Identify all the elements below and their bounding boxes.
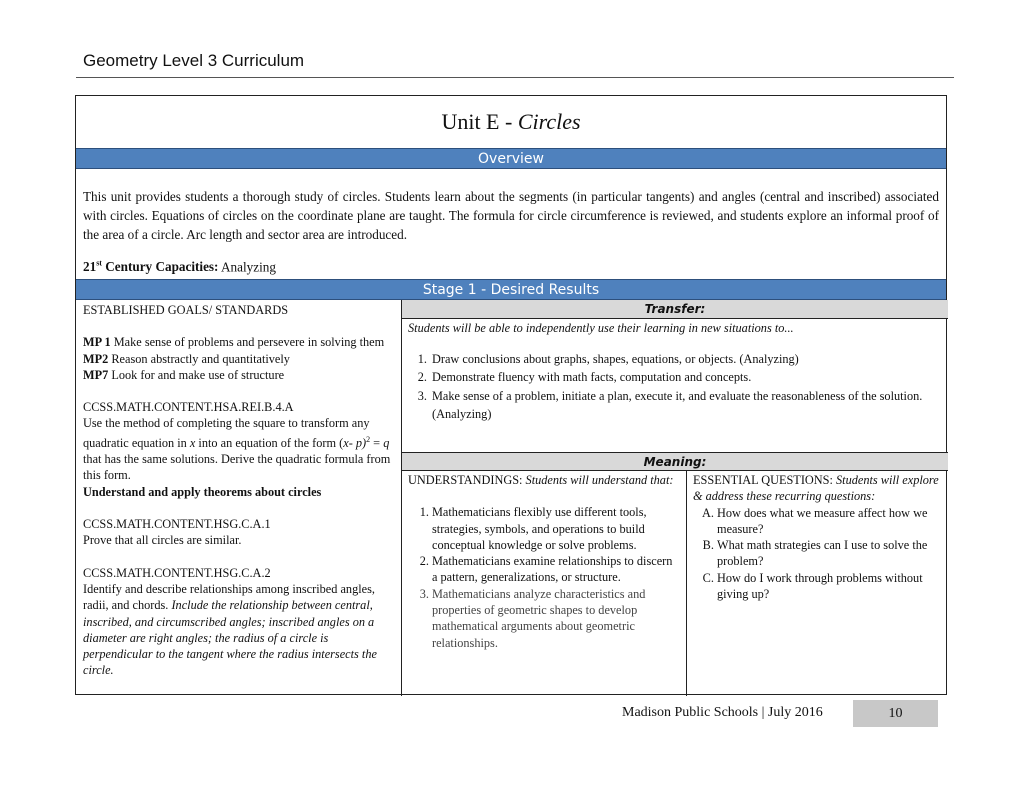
questions-heading: ESSENTIAL QUESTIONS: Students will explore & address these recurring questions: (693, 473, 939, 504)
list-item: B. What math strategies can I use to solve the problem? (717, 537, 942, 570)
standard-cluster: Understand and apply theorems about circles (83, 484, 322, 499)
stage1-heading: Stage 1 - Desired Results (76, 279, 946, 300)
list-item: 3. Mathematicians analyze characteristics and properties of geometric shapes to develop mathematical arguments about geometric relationships. (432, 586, 680, 651)
transfer-heading: Transfer: (402, 300, 948, 319)
overview-heading: Overview (76, 148, 946, 169)
goals-column (76, 300, 402, 696)
goals-heading: ESTABLISHED GOALS/ STANDARDS (83, 303, 289, 317)
standard-text: Prove that all circles are similar. (83, 533, 242, 548)
standard-code: CCSS.MATH.CONTENT.HSA.REI.B.4.A (83, 400, 294, 415)
header-divider (76, 77, 954, 78)
unit-title-name: Circles (517, 109, 581, 134)
curriculum-table (75, 95, 947, 695)
capacities-sup: st (96, 259, 102, 268)
footer-text: Madison Public Schools | July 2016 (622, 705, 823, 720)
capacities-value: Analyzing (218, 259, 276, 275)
understandings-cell (402, 471, 687, 696)
transfer-list (408, 350, 938, 424)
overview-text: This unit provides students a thorough study of circles. Students learn about the segments (in particular tangents) and angles (central and inscribed) associated with circles. Equations of circles on the coordinate plane are taught. The formula for circle circumference is reviewed, and students explore an informal proof of the area of a circle. Arc length and sector area are introduced. (83, 189, 939, 242)
meaning-heading: Meaning: (402, 452, 948, 471)
unit-title (76, 96, 946, 148)
questions-list (693, 505, 942, 603)
list-item: 1. Draw conclusions about graphs, shapes, equations, or objects. (Analyzing) (430, 350, 938, 369)
mp-item: MP7 Look for and make use of structure (83, 367, 285, 382)
unit-title-prefix: Unit E - (441, 109, 518, 134)
list-item: 2. Demonstrate fluency with math facts, computation and concepts. (430, 368, 938, 387)
transfer-intro: Students will be able to independently use their learning in new situations to... (408, 321, 794, 335)
transfer-meaning-column (402, 300, 948, 696)
mp-item: MP2 Reason abstractly and quantitatively (83, 351, 290, 366)
century-capacities (83, 259, 276, 275)
document-header-title: Geometry Level 3 Curriculum (83, 51, 305, 70)
standard-code: CCSS.MATH.CONTENT.HSG.C.A.2 (83, 565, 271, 580)
list-item: 2. Mathematicians examine relationships to discern a pattern, generalizations, or structure. (432, 553, 680, 586)
capacities-label: Century Capacities: (101, 259, 219, 275)
understandings-list (408, 504, 680, 651)
understandings-heading: UNDERSTANDINGS: Students will understand that: (408, 473, 674, 487)
mp-item: MP 1 Make sense of problems and persevere in solving them (83, 335, 385, 350)
standard-code: CCSS.MATH.CONTENT.HSG.C.A.1 (83, 517, 271, 532)
page-number: 10 (853, 700, 938, 727)
list-item: 1. Mathematicians flexibly use different tools, strategies, symbols, and operations to build conceptual knowledge or solve problems. (432, 504, 680, 553)
essential-questions-cell (687, 471, 948, 696)
standard-text: Use the method of completing the square to transform any quadratic equation in x into an equation of the form (x- p)$^2$ = q that has the same solutions. Derive the quadratic formula from this form. (83, 416, 391, 483)
standard-text: Identify and describe relationships among inscribed angles, radii, and chords. Include the relationship between central, inscribed, and circumscribed angles; inscribed angles on a diameter are right angles; the radius of a circle is perpendicular to the tangent where the radius intersects the circle. (83, 581, 377, 678)
list-item: 3. Make sense of a problem, initiate a plan, execute it, and evaluate the reasonableness of the solution. (Analyzing) (430, 387, 938, 424)
list-item: A. How does what we measure affect how we measure? (717, 505, 942, 538)
capacities-prefix: 21 (83, 259, 97, 275)
list-item: C. How do I work through problems without giving up? (717, 570, 942, 603)
transfer-body (408, 319, 938, 424)
